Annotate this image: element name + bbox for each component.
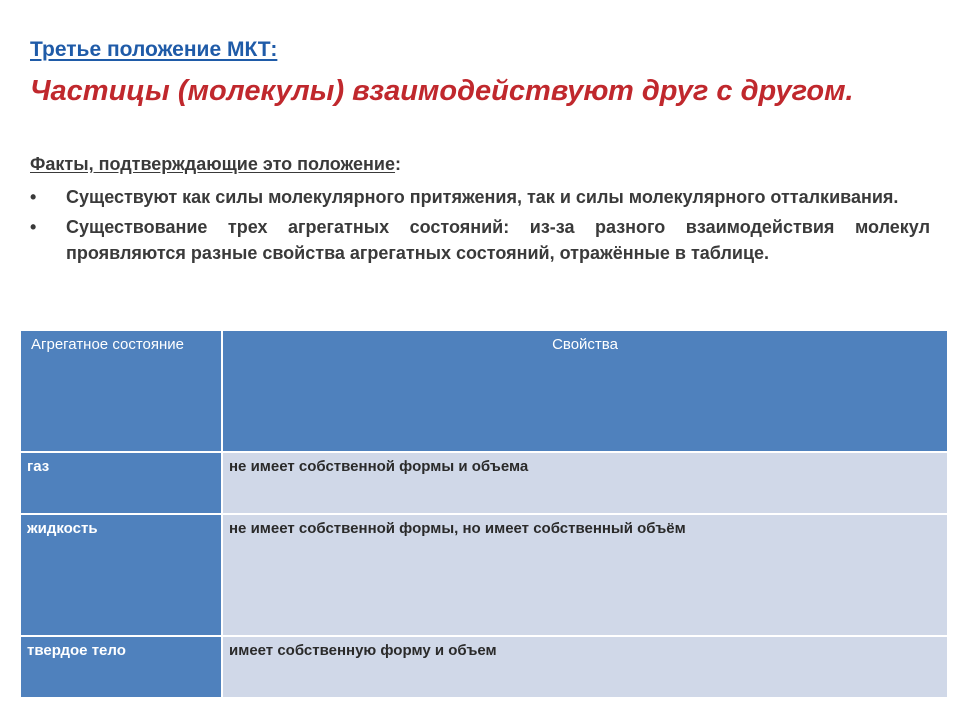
facts-label-colon: :	[395, 154, 402, 174]
bullet-item	[30, 184, 930, 210]
row-properties: имеет собственную форму и объем	[222, 636, 948, 698]
slide-heading: Третье положение МКТ:	[30, 38, 278, 61]
bullet-list	[30, 184, 930, 270]
row-properties: не имеет собственной формы и объема	[222, 452, 948, 514]
bullet-dot: •	[30, 217, 37, 237]
slide-subtitle: Частицы (молекулы) взаимодействуют друг с другом.	[30, 75, 854, 107]
bullet-text: Существуют как силы молекулярного притяжения, так и силы молекулярного отталкивания.	[66, 187, 899, 207]
table-row	[20, 514, 948, 636]
facts-label	[30, 154, 401, 175]
bullet-item	[30, 214, 930, 266]
bullet-dot: •	[30, 187, 37, 207]
row-state: жидкость	[20, 514, 222, 636]
header-state: Агрегатное состояние	[20, 330, 222, 452]
table-header-row	[20, 330, 948, 452]
bullet-text: Существование трех агрегатных состояний: из-за разного взаимодействия молекул проявляются разные свойства агрегатных состояний, отражённые в таблице.	[66, 217, 930, 263]
row-state: твердое тело	[20, 636, 222, 698]
table-row	[20, 452, 948, 514]
table-row	[20, 636, 948, 698]
row-state: газ	[20, 452, 222, 514]
header-properties: Свойства	[222, 330, 948, 452]
facts-label-text: Факты, подтверждающие это положение	[30, 154, 396, 174]
states-table	[19, 329, 949, 699]
row-properties: не имеет собственной формы, но имеет собственный объём	[222, 514, 948, 636]
